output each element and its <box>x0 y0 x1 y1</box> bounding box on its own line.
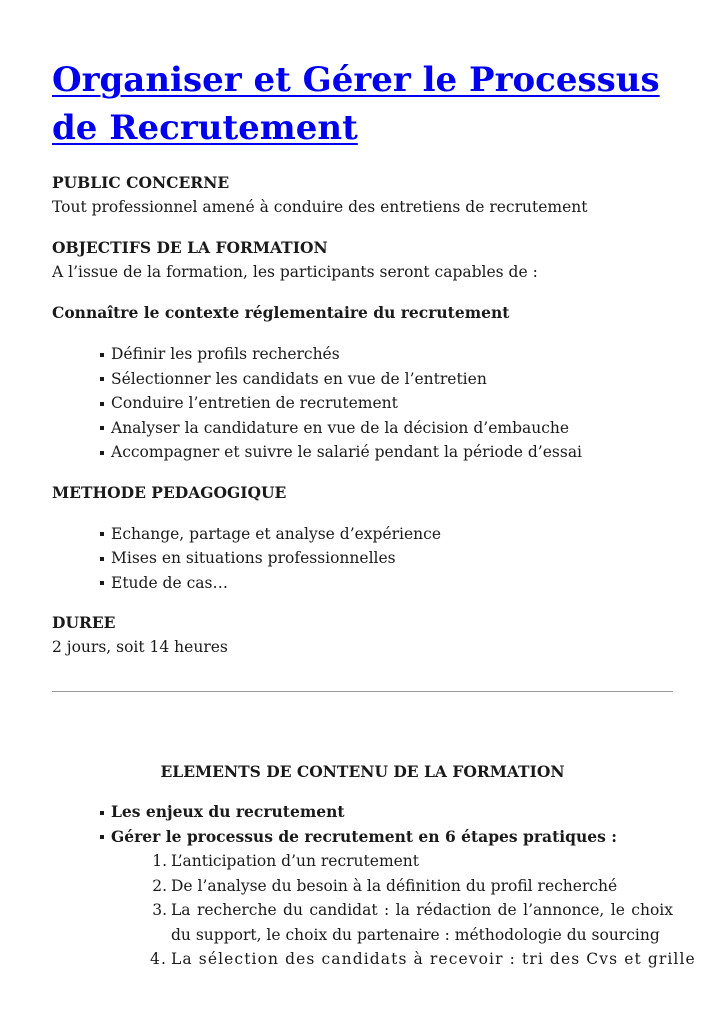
list-item: Mises en situations professionnelles <box>99 546 673 571</box>
duree-text: 2 jours, soit 14 heures <box>52 638 228 656</box>
list-item: Analyser la candidature en vue de la décision d’embauche <box>99 416 673 441</box>
list-item: Etude de cas… <box>99 571 673 596</box>
step-number: 1. <box>152 852 167 870</box>
document-page <box>52 0 696 972</box>
objectifs-subheading: Connaître le contexte réglementaire du recrutement <box>52 303 510 322</box>
duree-heading: DUREE <box>52 613 116 632</box>
list-item: Echange, partage et analyse d’expérience <box>99 522 673 547</box>
contenu-heading: ELEMENTS DE CONTENU DE LA FORMATION <box>160 762 565 781</box>
list-item: Conduire l’entretien de recrutement <box>99 391 673 416</box>
steps-list <box>52 849 696 972</box>
step-number: 2. <box>152 876 167 895</box>
objectifs-list <box>52 342 673 465</box>
public-heading: PUBLIC CONCERNE <box>52 173 230 192</box>
objectifs-heading: OBJECTIFS DE LA FORMATION <box>52 238 328 257</box>
methode-list <box>52 522 673 596</box>
step-number: 4. <box>150 950 167 968</box>
methode-heading: METHODE PEDAGOGIQUE <box>52 482 287 502</box>
objectifs-text: A l’issue de la formation, les participants seront capables de : <box>52 263 538 281</box>
contenu-list <box>52 800 673 849</box>
step-item <box>150 947 696 972</box>
list-item: Définir les profils recherchés <box>99 342 673 367</box>
step-item <box>152 874 673 899</box>
page-title-link[interactable]: Organiser et Gérer le Processus de Recrutement <box>52 60 660 148</box>
step-text: De l’analyse du besoin à la définition du profil recherché <box>171 876 618 895</box>
step-text: La sélection des candidats à recevoir : tri des Cvs et grille <box>171 950 696 968</box>
step-item <box>152 849 673 874</box>
public-text: Tout professionnel amené à conduire des entretiens de recrutement <box>52 198 588 216</box>
step-text: La recherche du candidat : la rédaction de l’annonce, le choix du support, le choix du partenaire : méthodologie du sourcing <box>171 901 673 944</box>
step-number: 3. <box>152 901 167 919</box>
step-item <box>152 898 673 947</box>
list-item: Sélectionner les candidats en vue de l’entretien <box>99 367 673 392</box>
list-item: Les enjeux du recrutement <box>99 800 673 825</box>
list-item: Gérer le processus de recrutement en 6 étapes pratiques : <box>99 825 673 850</box>
list-item: Accompagner et suivre le salarié pendant la période d’essai <box>99 440 673 465</box>
step-text: L’anticipation d’un recrutement <box>171 852 420 870</box>
